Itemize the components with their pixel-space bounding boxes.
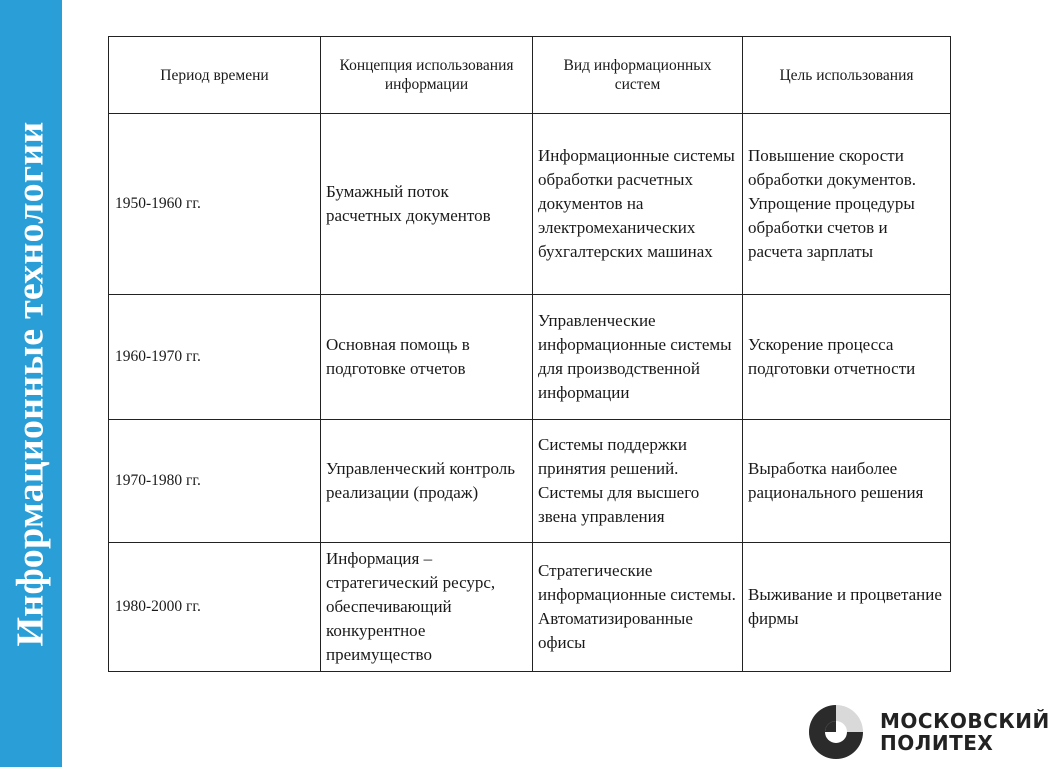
- table-container: [108, 36, 950, 672]
- header-goal: Цель использования: [743, 37, 951, 114]
- table-row: [109, 420, 951, 543]
- moscow-polytech-logo-icon: [808, 704, 864, 760]
- cell-period: 1970-1980 гг.: [109, 420, 321, 543]
- cell-goal: Выработка наиболее рационального решения: [743, 420, 951, 543]
- side-title-container: [4, 0, 58, 767]
- cell-goal: Ускорение процесса подготовки отчетности: [743, 295, 951, 420]
- cell-concept: Основная помощь в подготовке отчетов: [321, 295, 533, 420]
- header-period: Период времени: [109, 37, 321, 114]
- cell-goal: Выживание и процветание фирмы: [743, 543, 951, 672]
- cell-concept: Информация – стратегический ресурс, обеспечивающий конкурентное преимущество: [321, 543, 533, 672]
- it-history-table: [108, 36, 951, 672]
- table-row: [109, 114, 951, 295]
- moscow-polytech-logo: [808, 702, 1050, 762]
- cell-period: 1980-2000 гг.: [109, 543, 321, 672]
- table-header-row: [109, 37, 951, 114]
- cell-system: Системы поддержки принятия решений. Системы для высшего звена управления: [533, 420, 743, 543]
- header-concept: Концепция использования информации: [321, 37, 533, 114]
- side-title: Информационные технологии: [10, 120, 53, 647]
- table-row: [109, 295, 951, 420]
- logo-text: МОСКОВСКИЙ ПОЛИТЕХ: [880, 709, 1050, 755]
- header-system: Вид информационных систем: [533, 37, 743, 114]
- cell-concept: Управленческий контроль реализации (продаж): [321, 420, 533, 543]
- cell-system: Стратегические информационные системы. Автоматизированные офисы: [533, 543, 743, 672]
- cell-system: Управленческие информационные системы для производственной информации: [533, 295, 743, 420]
- cell-period: 1960-1970 гг.: [109, 295, 321, 420]
- cell-concept: Бумажный поток расчетных документов: [321, 114, 533, 295]
- table-row: [109, 543, 951, 672]
- cell-period: 1950-1960 гг.: [109, 114, 321, 295]
- cell-goal: Повышение скорости обработки документов. Упрощение процедуры обработки счетов и расчета зарплаты: [743, 114, 951, 295]
- cell-system: Информационные системы обработки расчетных документов на электромеханических бухгалтерских машинах: [533, 114, 743, 295]
